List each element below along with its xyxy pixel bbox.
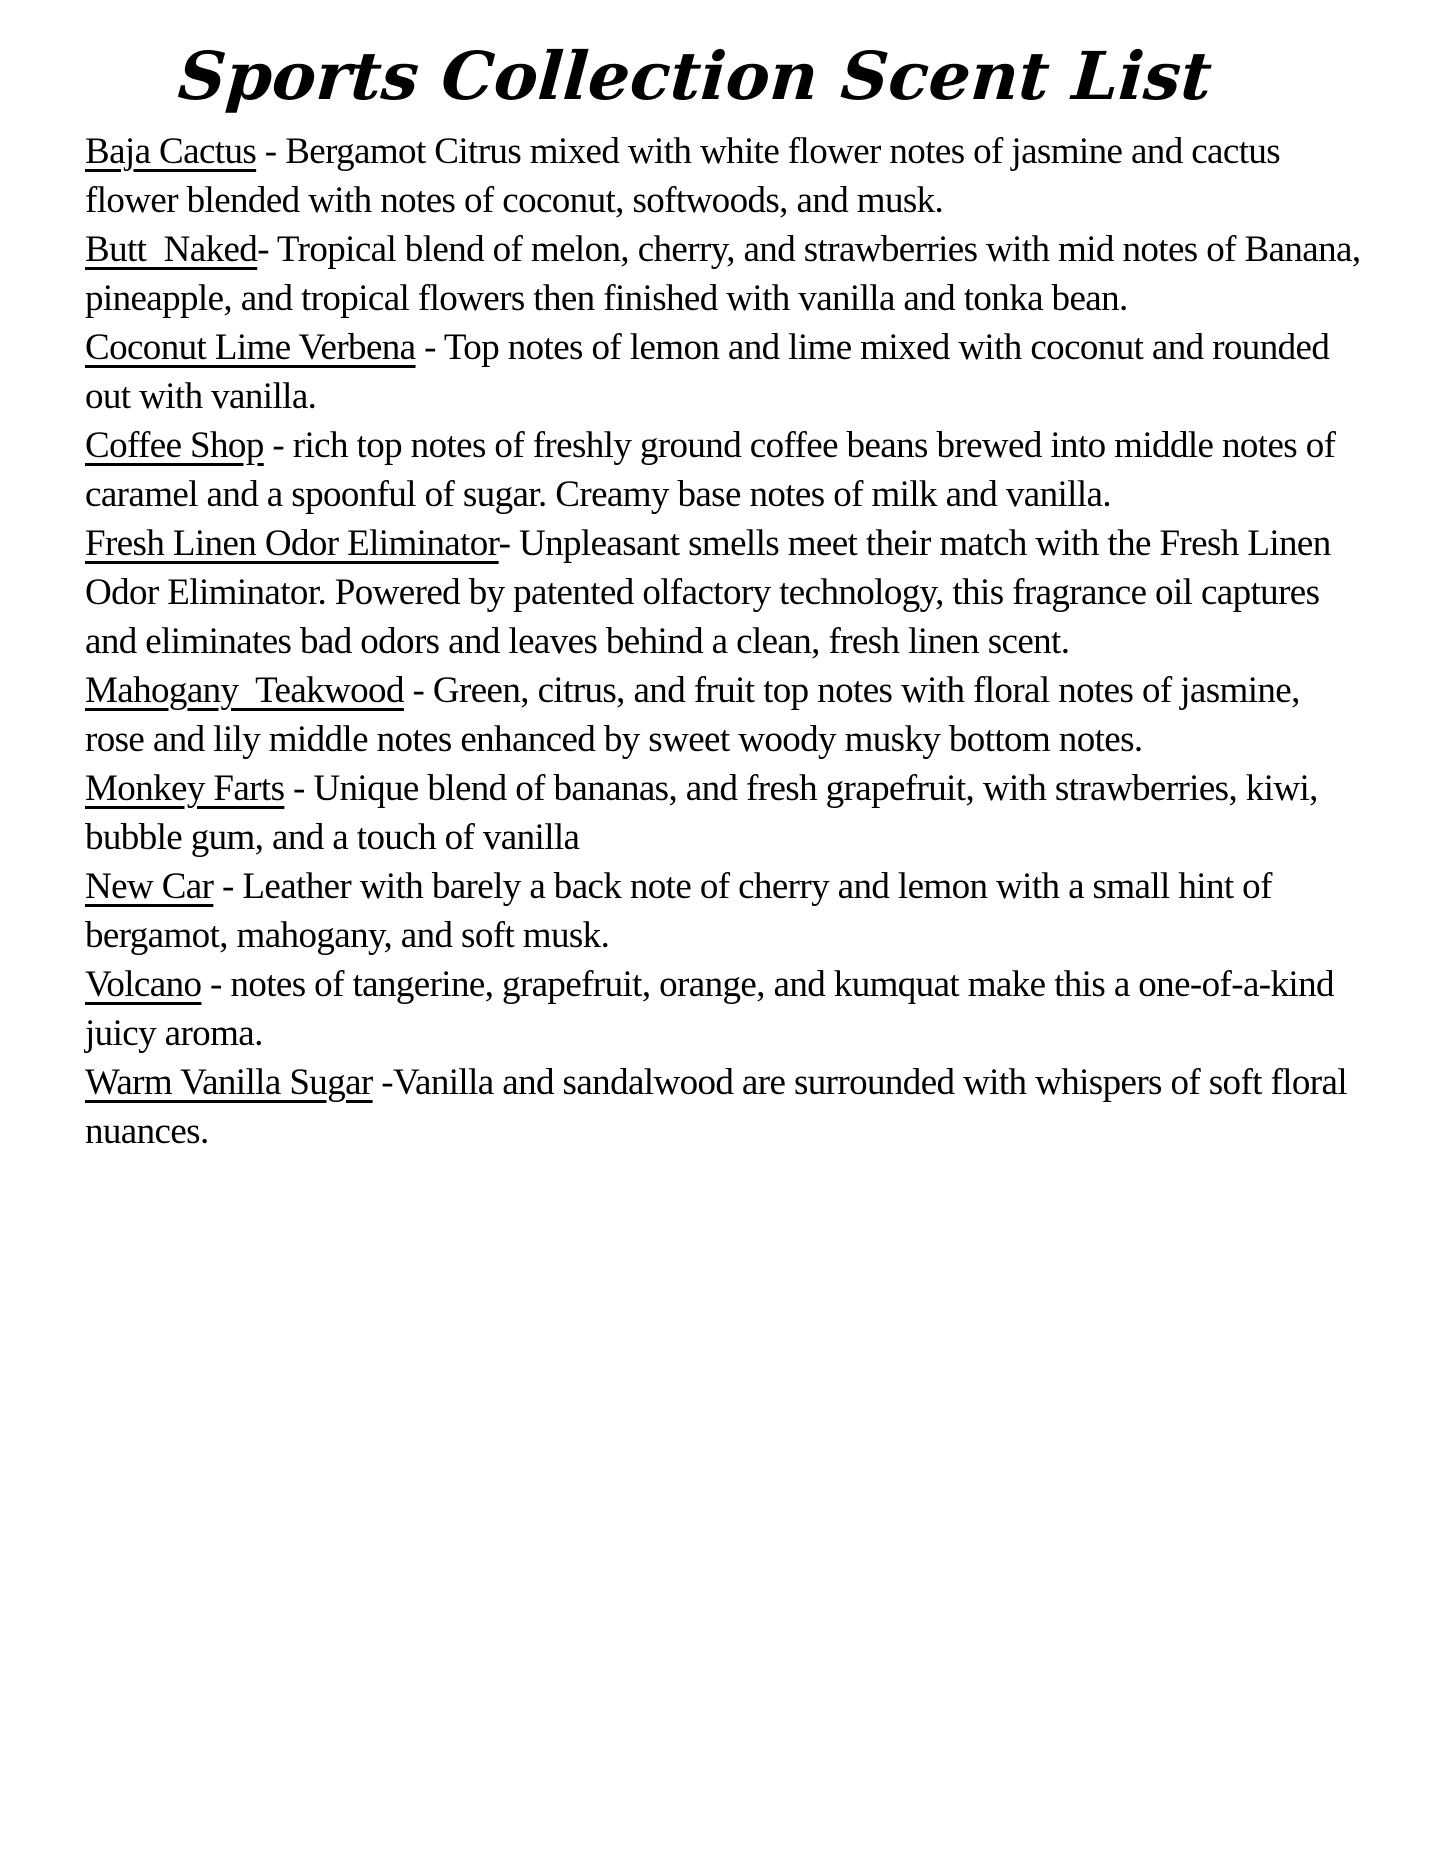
scent-entry-coconut-lime-verbena bbox=[85, 323, 1365, 421]
scent-entry-fresh-linen-odor-eliminator bbox=[85, 519, 1365, 666]
scent-entry-volcano bbox=[85, 960, 1365, 1058]
scent-entry-new-car bbox=[85, 862, 1365, 960]
scent-name: New Car bbox=[85, 865, 214, 907]
scent-description: Top notes of lemon and lime mixed with coconut and rounded out with vanilla. bbox=[85, 326, 1338, 417]
scent-list bbox=[85, 127, 1370, 1156]
scent-description: rich top notes of freshly ground coffee beans brewed into middle notes of caramel and a spoonful of sugar. Creamy base notes of milk and vanilla. bbox=[85, 424, 1345, 515]
scent-entry-baja-cactus bbox=[85, 127, 1365, 225]
scent-description: Green, citrus, and fruit top notes with floral notes of jasmine, rose and lily middle notes enhanced by sweet woody musky bottom notes. bbox=[85, 669, 1309, 760]
scent-separator: - bbox=[257, 228, 277, 270]
scent-separator: - bbox=[213, 865, 243, 907]
scent-entry-butt-naked bbox=[85, 225, 1370, 323]
scent-name: Monkey Farts bbox=[85, 767, 285, 809]
scent-description: Vanilla and sandalwood are surrounded with whispers of soft floral nuances. bbox=[85, 1061, 1356, 1152]
scent-separator: - bbox=[498, 522, 519, 564]
scent-name: Coconut Lime Verbena bbox=[85, 326, 416, 368]
scent-name: Butt Naked bbox=[85, 228, 258, 270]
scent-entry-mahogany-teakwood bbox=[85, 666, 1365, 764]
scent-separator: - bbox=[256, 130, 286, 172]
scent-name: Mahogany Teakwood bbox=[85, 669, 404, 711]
scent-separator: - bbox=[403, 669, 433, 711]
scent-name: Fresh Linen Odor Eliminator bbox=[85, 522, 499, 564]
scent-description: notes of tangerine, grapefruit, orange, and kumquat make this a one-of-a-kind juicy aroma. bbox=[85, 963, 1343, 1054]
scent-name: Warm Vanilla Sugar bbox=[85, 1061, 373, 1103]
scent-separator: - bbox=[201, 963, 231, 1005]
scent-separator: - bbox=[372, 1061, 394, 1103]
scent-name: Coffee Shop bbox=[85, 424, 264, 466]
scent-entry-coffee-shop bbox=[85, 421, 1365, 519]
scent-description: Bergamot Citrus mixed with white flower notes of jasmine and cactus flower blended with notes of coconut, softwoods, and musk. bbox=[85, 130, 1289, 221]
scent-description: Leather with barely a back note of cherry and lemon with a small hint of bergamot, mahogany, and soft musk. bbox=[85, 865, 1281, 956]
scent-name: Volcano bbox=[85, 963, 202, 1005]
page-title: Sports Collection Scent List bbox=[175, 37, 1215, 115]
scent-description: Unique blend of bananas, and fresh grapefruit, with strawberries, kiwi, bubble gum, and a touch of vanilla bbox=[85, 767, 1327, 858]
scent-separator: - bbox=[263, 424, 293, 466]
scent-name: Baja Cactus bbox=[85, 130, 257, 172]
scent-description: Unpleasant smells meet their match with the Fresh Linen Odor Eliminator. Powered by patented olfactory technology, this fragrance oil captures and eliminates bad odors and leaves behind a clean, fresh linen scent. bbox=[85, 522, 1340, 662]
scent-separator: - bbox=[415, 326, 444, 368]
scent-separator: - bbox=[284, 767, 314, 809]
scent-entry-warm-vanilla-sugar bbox=[85, 1058, 1365, 1156]
scent-entry-monkey-farts bbox=[85, 764, 1365, 862]
scent-description: Tropical blend of melon, cherry, and strawberries with mid notes of Banana, pineapple, and tropical flowers then finished with vanilla and tonka bean. bbox=[85, 228, 1370, 319]
